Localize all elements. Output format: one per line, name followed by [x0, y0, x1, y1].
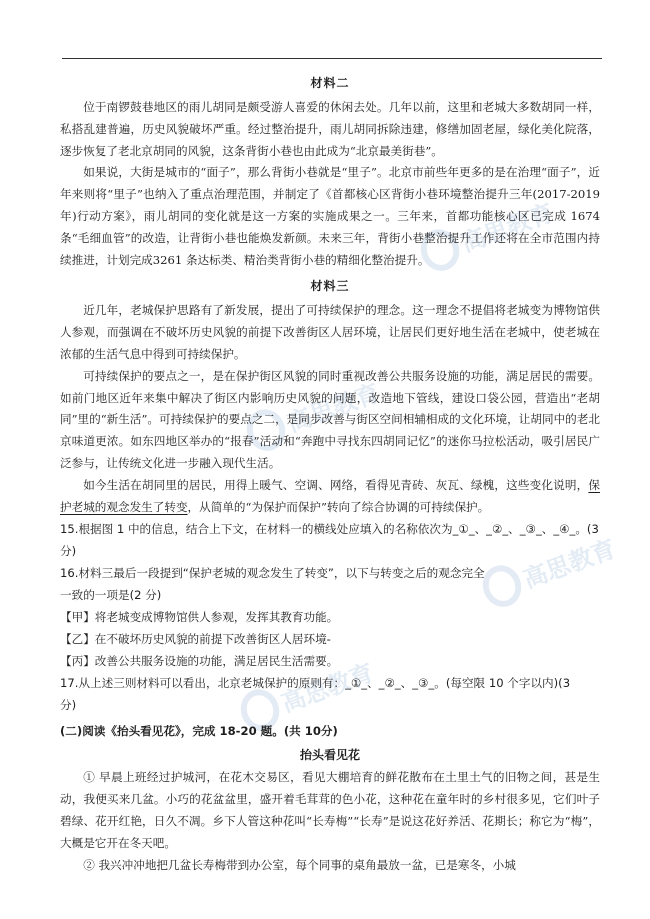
- question-15: 15.根据图 1 中的信息，结合上下文，在材料一的横线处应填入的名称依次为_①_、_②_、_③_、_④_。(3分): [60, 522, 599, 559]
- option-bing: 【丙】改善公共服务设施的功能，满足居民生活需要。: [60, 654, 339, 669]
- material2-paragraph: 位于南锣鼓巷地区的雨儿胡同是颇受游人喜爱的休闲去处。几年以前，这里和老城大多数胡同一样，私搭乱建普遍，历史风貌破坏严重。经过整治提升，雨儿胡同拆除违建，修缮加固老屋，绿化美化院落，逐步恢复了老北京胡同的风貌，这条背街小巷也由此成为“北京最美街巷”。: [60, 100, 600, 158]
- material2-heading: 材料二: [310, 76, 350, 90]
- option-jia: 【甲】将老城变成博物馆供人参观，发挥其教育功能。: [60, 610, 339, 625]
- material3-last-text: 如今生活在胡同里的居民，用得上暖气、空调、网络，看得见青砖、灰瓦、绿槐，这些变化说明，: [83, 477, 589, 492]
- article-title: 抬头看见花: [299, 748, 360, 763]
- document-page: [60, 68, 600, 876]
- material3-paragraph: 可持续保护的要点之一，是在保护街区风貌的同时重视改善公共服务设施的功能，满足居民的需要。如前门地区近年来集中解决了街区内影响历史风貌的问题，改造地下管线，建设口袋公园，营造出“老胡同”里的“新生活”。可持续保护的要点之二，是同步改善与街区空间相辅相成的文化环境，让胡同中的老北京味道更浓。如东四地区举办的“报春”活动和“奔跑中寻找东四胡同记忆”的迷你马拉松活动，吸引居民广泛参与，让传统文化进一步融入现代生活。: [60, 368, 600, 470]
- article-paragraph: ① 早晨上班经过护城河，在花木交易区，看见大棚培育的鲜花散布在土里土气的旧物之间，甚是生动，我便买来几盆。小巧的花盆盆里，盛开着毛茸茸的色小花，这种花在童年时的乡村很多见，它们叶子碧绿、花开红艳，日久不凋。乡下人管这种花叫“长寿梅”“长寿”是说这花好养活、花期长；称它为“梅”，大概是它开在冬天吧。: [60, 770, 600, 850]
- question-17-cont: 分): [60, 698, 77, 713]
- header-rule: [62, 58, 602, 59]
- option-yi: 【乙】在不破坏历史风貌的前提下改善街区人居环境-: [60, 632, 331, 647]
- watermark-logo: 高思教育: [241, 370, 385, 457]
- material3-heading: 材料三: [310, 279, 350, 294]
- question-16-cont: 一致的一项是(2 分): [60, 588, 162, 603]
- watermark-logo: 高思教育: [235, 650, 379, 737]
- section-heading: (二)阅读《抬头看见花》，完成 18-20 题。(共 10分): [60, 724, 338, 739]
- article-paragraph: ② 我兴冲冲地把几盆长寿梅带到办公室，每个同事的桌角最放一盆，已是寒冬，小城: [83, 857, 516, 872]
- material3-paragraph: 近几年，老城保护思路有了新发展，提出了可持续保护的理念。这一理念不提倡将老城变为博物馆供人参观，而强调在不破坏历史风貌的前提下改善街区人居环境，让居民们更好地生活在老城中，使老城在浓郁的生活气息中得到可持续保护。: [60, 303, 600, 361]
- watermark-logo: 高思教育: [415, 190, 559, 277]
- watermark-logo: 高思教育: [477, 526, 621, 613]
- question-16: 16.材料三最后一段提到“保护老城的观念发生了转变”，以下与转变之后的观念完全: [60, 566, 485, 581]
- material3-last-text: ，从简单的“为保护而保护”转向了综合协调的可持续保护。: [187, 499, 490, 514]
- material2-paragraph: 如果说，大街是城市的“面子”，那么背街小巷就是“里子”。北京市前些年更多的是在治理“面子”，近年来则将“里子”也纳入了重点治理范围，并制定了《首都核心区背街小巷环境整治提升三年(2017-2019年)行动方案》，雨儿胡同的变化就是这一方案的实施成果之一。三年来，首都功能核心区已完成 1674 条“毛细血管”的改造，让背街小巷也能焕发新颜。未来三年，背街小巷整治提升工作还将在全市范围内持续推进，计划完成3261 条达标类、精治类背街小巷的精细化整治提升。: [60, 165, 600, 267]
- material3-paragraph: [60, 475, 600, 519]
- question-17: 17.从上述三则材料可以看出，北京老城保护的原则有：_①_、_②_、_③_。(每空限 10 个字以内)(3: [60, 676, 571, 691]
- underlined-phrase: 保护老城的观念发生了转变: [60, 477, 600, 514]
